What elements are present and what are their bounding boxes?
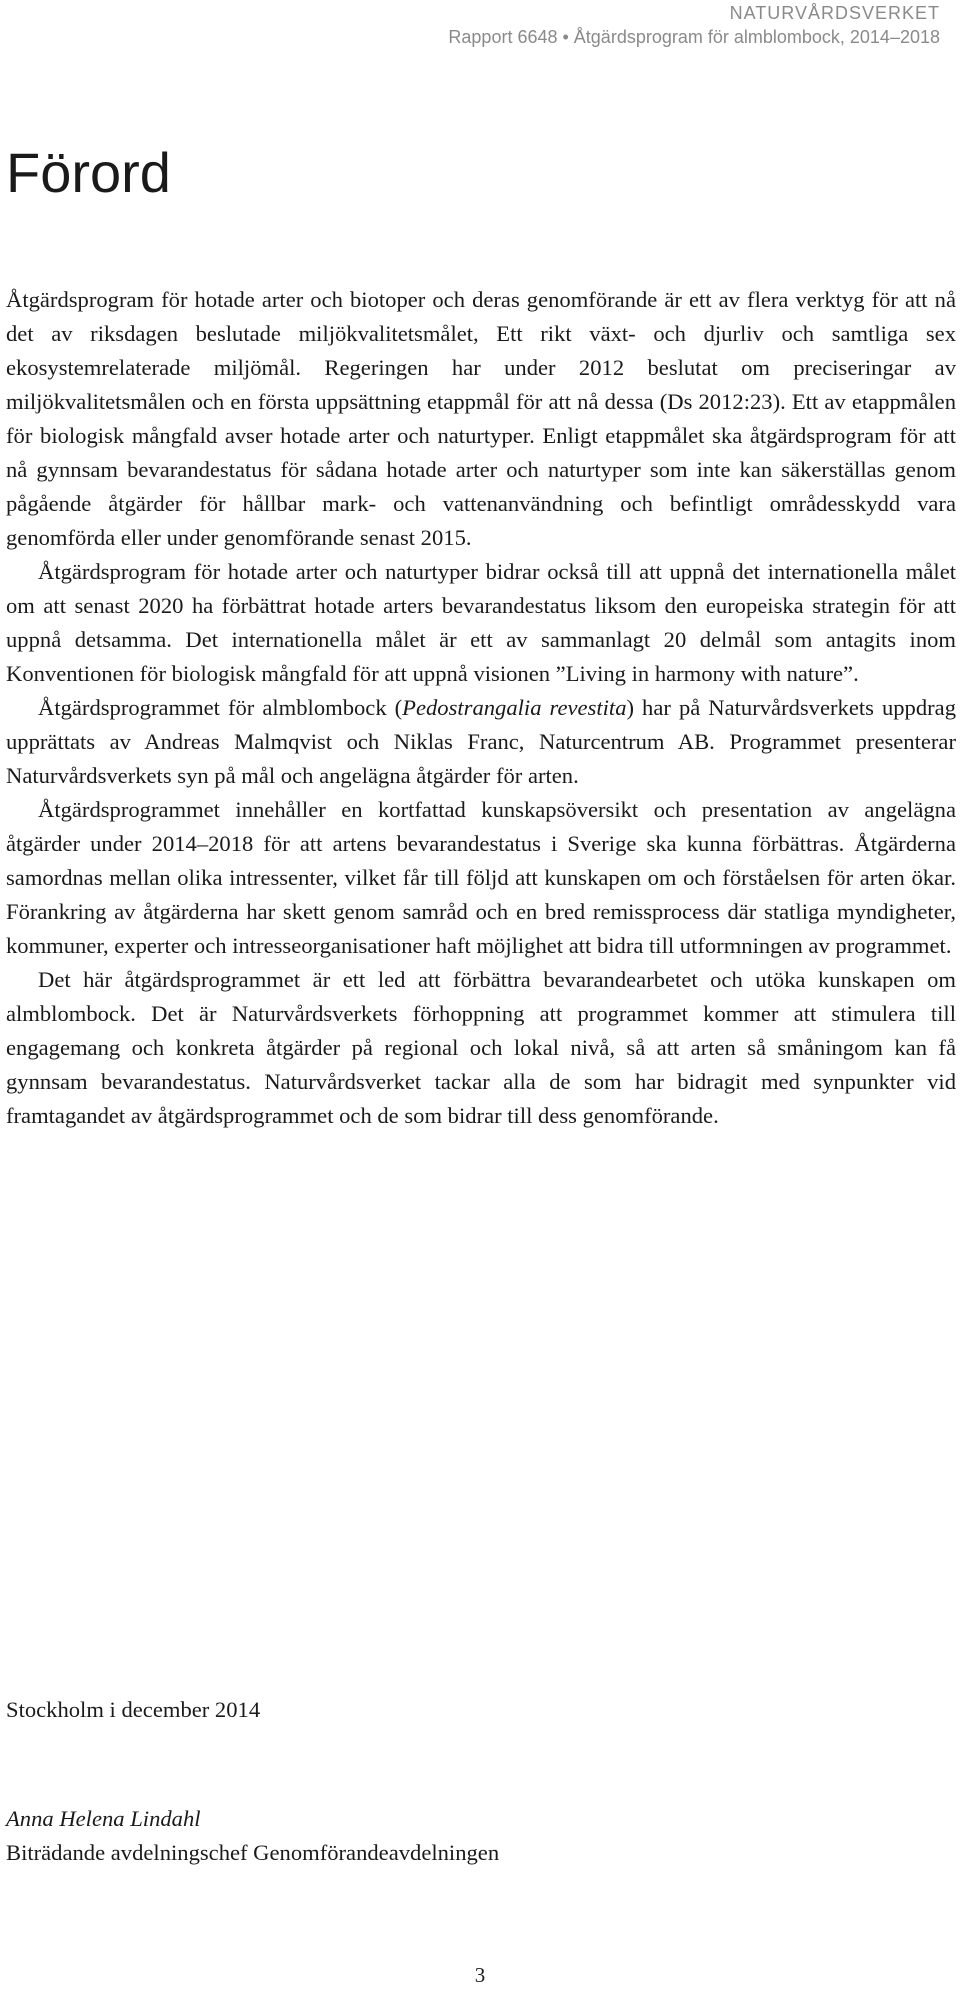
paragraph: Åtgärdsprogram för hotade arter och biotoper och deras genomförande är ett av flera verktyg för att nå det av riksdagen beslutade miljökvalitetsmålet, Ett rikt växt- och djurliv och samtliga sex ekosystemrelaterade miljömål. Regeringen har under 2012 beslutat om preciseringar av miljökvalitetsmålen och en första uppsättning etappmål för att nå dessa (Ds 2012:23). Ett av etappmålen för biologisk mångfald avser hotade arter och naturtyper. Enligt etappmålet ska åtgärdsprogram för att nå gynnsam bevarandestatus för sådana hotade arter och naturtyper som inte kan säkerställas genom pågående åtgärder för hållbar mark- och vattenanvändning och befintligt områdesskydd vara genomförda eller under genomförande senast 2015. <box>6 287 956 550</box>
place-date: Stockholm i december 2014 <box>6 1697 261 1722</box>
signatory-name: Anna Helena Lindahl <box>6 1806 201 1831</box>
paragraph: Åtgärdsprogram för hotade arter och naturtyper bidrar också till att uppnå det internationella målet om att senast 2020 ha förbättrat hotade arters bevarandestatus liksom den europeiska strategin för att uppnå detsamma. Det internationella målet är ett av sammanlagt 20 delmål som antagits inom Konventionen för biologisk mångfald för att uppnå visionen ”Living in harmony with nature”. <box>6 559 956 686</box>
running-header <box>380 0 940 50</box>
publisher-name: NATURVÅRDSVERKET <box>729 3 940 23</box>
paragraph-text: Åtgärdsprogrammet för almblombock ( <box>38 695 403 720</box>
paragraph-text: ) har på Naturvårdsverkets uppdrag upprättats av Andreas Malmqvist och Niklas Franc, Naturcentrum AB. Programmet presenterar Naturvårdsverkets syn på mål och angelägna åtgärder för arten. <box>6 695 956 788</box>
signatory-role: Biträdande avdelningschef Genomförandeavdelningen <box>6 1840 500 1865</box>
page-number: 3 <box>474 1963 486 1987</box>
paragraph: Det här åtgärdsprogrammet är ett led att förbättra bevarandearbetet och utöka kunskapen om almblombock. Det är Naturvårdsverkets förhoppning att programmet kommer att stimulera till engagemang och konkreta åtgärder på regional och lokal nivå, så att arten så småningom kan få gynnsam bevarandestatus. Naturvårdsverket tackar alla de som har bidragit med synpunkter vid framtagandet av åtgärdsprogrammet och de som bidrar till dess genomförande. <box>6 967 956 1128</box>
report-title: Rapport 6648 • Åtgärdsprogram för almblombock, 2014–2018 <box>448 27 940 47</box>
paragraph <box>6 691 956 793</box>
species-name: Pedostrangalia revestita <box>402 695 627 720</box>
foreword-body <box>6 283 956 1133</box>
page-title: Förord <box>6 141 171 204</box>
paragraph: Åtgärdsprogrammet innehåller en kortfattad kunskapsöversikt och presentation av angelägna åtgärder under 2014–2018 för att artens bevarandestatus i Sverige ska kunna förbättras. Åtgärderna samordnas mellan olika intressenter, vilket får till följd att kunskapen om och förståelsen för arten ökar. Förankring av åtgärderna har skett genom samråd och en bred remissprocess där statliga myndigheter, kommuner, experter och intresseorganisationer haft möjlighet att bidra till utformningen av programmet. <box>6 797 956 958</box>
